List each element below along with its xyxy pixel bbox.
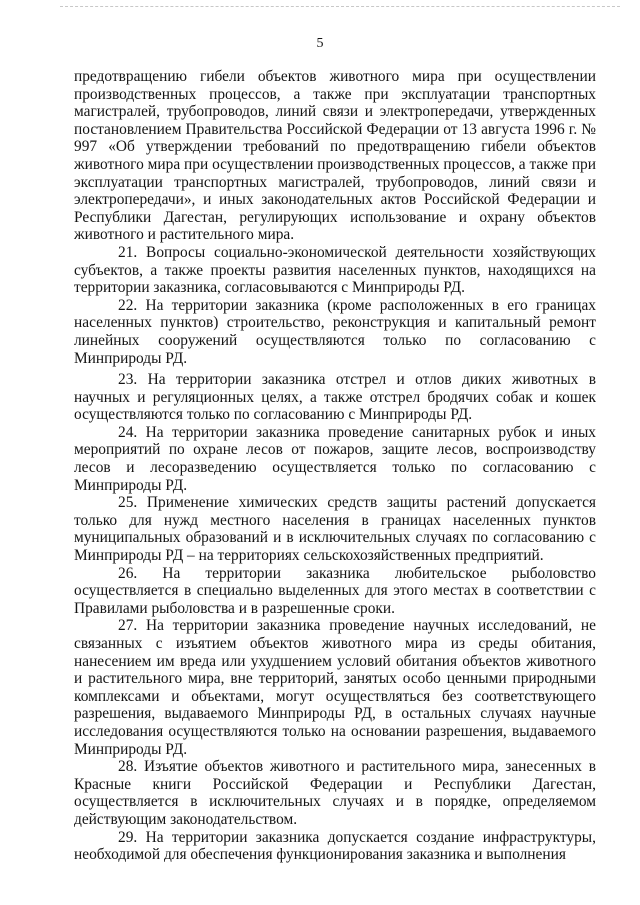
paragraph-27: 27. На территории заказника проведение научных исследований, не связанных с изъятием объектов животного мира из среды обитания, нанесением им вреда или ухудшением условий обитания объектов животного и растительного мира, вне территорий, занятых особо ценными природными комплексами и объектами, могут осуществляться без соответствующего разрешения, выдаваемого Минприроды РД, в остальных случаях научные исследования осуществляются только на основании разрешения, выдаваемого Минприроды РД. [74,617,596,758]
paragraph-22: 22. На территории заказника (кроме расположенных в его границах населенных пунктов) строительство, реконструкция и капитальный ремонт линейных сооружений осуществляются только по согласованию с Минприроды РД. [74,296,596,367]
paragraph-23: 23. На территории заказника отстрел и отлов диких животных в научных и регуляционных целях, а также отстрел бродячих собак и кошек осуществляются только по согласованию с Минприроды РД. [74,371,596,424]
paragraph-continuation: предотвращению гибели объектов животного мира при осуществлении производственных процессов, а также при эксплуатации транспортных магистралей, трубопроводов, линий связи и электропередачи, утвержденных постановлением Правительства Российской Федерации от 13 августа 1996 г. № 997 «Об утверждении требований по предотвращению гибели объектов животного мира при осуществлении производственных процессов, а также при эксплуатации транспортных магистралей, трубопроводов, линий связи и электропередачи», и иных законодательных актов Российской Федерации и Республики Дагестан, регулирующих использование и охрану объектов животного и растительного мира. [74,68,596,244]
paragraph-28: 28. Изъятие объектов животного и растительного мира, занесенных в Красные книги Российской Федерации и Республики Дагестан, осуществляется в исключительных случаях и в порядке, определяемом действующим законодательством. [74,758,596,828]
paragraph-21: 21. Вопросы социально-экономической деятельности хозяйствующих субъектов, а также проекты развития населенных пунктов, находящихся на территории заказника, согласовываются с Минприроды РД. [74,243,596,297]
paragraph-26: 26. На территории заказника любительское рыболовство осуществляется в специально выделенных для этого местах в соответствии с Правилами рыболовства и в разрешенные сроки. [74,564,596,617]
scan-edge-divider [60,6,620,7]
paragraph-24: 24. На территории заказника проведение санитарных рубок и иных мероприятий по охране лесов от пожаров, защите лесов, воспроизводству лесов и лесоразведению осуществляется только по согласованию с Минприроды РД. [74,423,596,494]
paragraph-29: 29. На территории заказника допускается создание инфраструктуры, необходимой для обеспечения функционирования заказника и выполнения [74,828,596,864]
page-number: 5 [316,36,324,51]
document-body [74,68,596,864]
paragraph-25: 25. Применение химических средств защиты растений допускается только для нужд местного населения в границах населенных пунктов муниципальных образований и в исключительных случаях по согласованию с Минприроды РД – на территориях сельскохозяйственных предприятий. [74,494,596,565]
